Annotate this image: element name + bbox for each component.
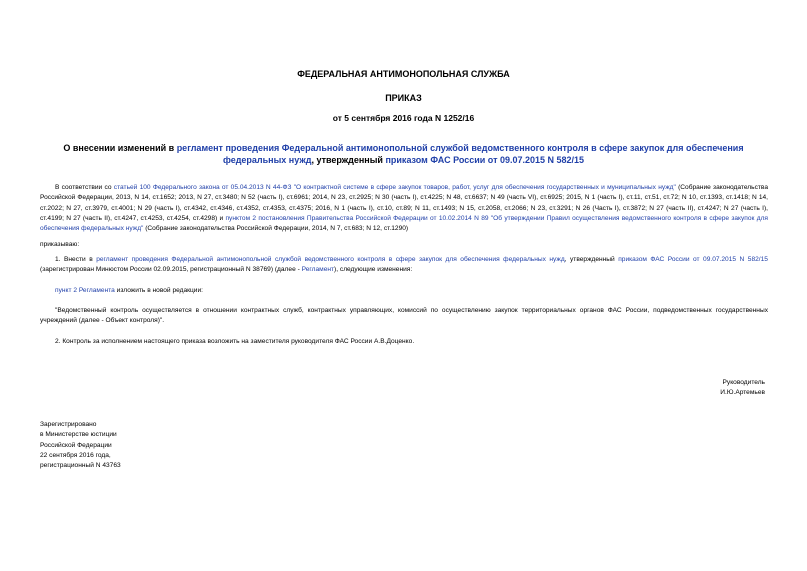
registration-line-4: 22 сентября 2016 года, <box>40 451 111 459</box>
item-1-paragraph <box>40 255 768 276</box>
item1-link-order[interactable]: приказом ФАС России от 09.07.2015 N 582/15 <box>618 256 768 263</box>
preamble-text-1: В соответствии со <box>55 184 114 191</box>
item-1a-paragraph <box>40 286 768 296</box>
date-number: от 5 сентября 2016 года N 1252/16 <box>332 113 475 123</box>
order-word: приказываю: <box>40 241 80 248</box>
doc-type-heading: ПРИКАЗ <box>385 93 422 103</box>
item1-text-1: 1. Внести в <box>55 256 97 263</box>
item1-text-2: , утвержденный <box>564 256 619 263</box>
item1-link-reglament[interactable]: Регламент <box>301 266 335 274</box>
item-2-paragraph: 2. Контроль за исполнением настоящего приказа возложить на заместителя руководителя ФАС России А.В.Доценко. <box>55 338 415 345</box>
item1-text-4: ), следующие изменения: <box>334 266 413 274</box>
item1a-link-point2[interactable]: пункт 2 Регламента <box>55 287 115 294</box>
title-middle: , утвержденный <box>311 155 386 165</box>
preamble-text-2: (Собрание законодательства Российской Федерации, 2013, N 14, ст.1652; 2013, N 27, ст.3480; N 52 (часть I), ст.6961; 2014, N 23, ст.2925; N 30 (часть I), ст.4225; N 48, ст.6637; N 49 (часть VI), ст.6925; 2015, N 1 (часть I), ст.11, ст.51, ст.72; N 10, ст.1393, ст.1418; N 14, ст.2022; N 27, ст.3979, ст.4001; N 29 (часть I), ст.4342, ст.4346, ст.4352, ст.4353, ст.4375; 2016, N 1 (часть I), ст.10, ст.89; N 11, ст.1493; N 15, ст.2058, ст.2066; N 23, ст.3291; N 26 (Часть I), ст.3872; N 27 (часть II), ст.4247; N 27 (часть I), ст.4199; N 27 (часть II), ст.4247, ст.4253, ст.4254, ст.4298) и <box>40 184 768 222</box>
preamble-paragraph <box>40 183 768 234</box>
registration-line-3: Российской Федерации <box>40 441 112 449</box>
registration-line-1: Зарегистрировано <box>40 421 97 428</box>
registration-line-2: в Министерстве юстиции <box>40 431 117 439</box>
document-title <box>40 142 767 166</box>
quote-paragraph: "Ведомственный контроль осуществляется в отношении контрактных служб, контрактных управляющих, комиссий по осуществлению закупок территориальных органов ФАС России, подведомственных государственных учреждений (далее - Объект контроля)". <box>40 307 768 325</box>
item1a-text: изложить в новой редакции: <box>114 287 204 294</box>
registration-block <box>40 420 280 471</box>
title-link-order[interactable]: приказом ФАС России от 09.07.2015 N 582/15 <box>385 155 585 165</box>
preamble-text-3: (Собрание законодательства Российской Федерации, 2014, N 7, ст.683; N 12, ст.1290) <box>143 225 409 233</box>
signature-block <box>565 378 765 399</box>
item1-link-regulation[interactable]: регламент проведения Федеральной антимонопольной службой ведомственного контроля в сфере закупок для обеспечения федеральных нужд <box>96 256 565 263</box>
preamble-link-law[interactable]: статьей 100 Федерального закона от 05.04.2013 N 44-ФЗ "О контрактной системе в сфере закупок товаров, работ, услуг для обеспечения государственных и муниципальных нужд" <box>113 184 676 191</box>
registration-line-5: регистрационный N 43763 <box>40 462 121 470</box>
signature-role: Руководитель <box>722 379 765 386</box>
title-link-regulation[interactable]: регламент проведения Федеральной антимонопольной службой ведомственного контроля в сфере закупок для обеспечения федеральных нужд <box>176 143 744 165</box>
preamble-link-resolution[interactable]: пунктом 2 постановления Правительства Российской Федерации от 10.02.2014 N 89 "Об утверждении Правил осуществления ведомственного контроля в сфере закупок для обеспечения федеральных нужд" <box>40 214 768 233</box>
title-prefix: О внесении изменений в <box>63 143 177 153</box>
agency-heading: ФЕДЕРАЛЬНАЯ АНТИМОНОПОЛЬНАЯ СЛУЖБА <box>297 69 510 79</box>
item1-text-3: (зарегистрирован Минюстом России 02.09.2015, регистрационный N 38769) (далее - <box>40 266 302 274</box>
signature-name: И.Ю.Артемьев <box>720 389 765 397</box>
